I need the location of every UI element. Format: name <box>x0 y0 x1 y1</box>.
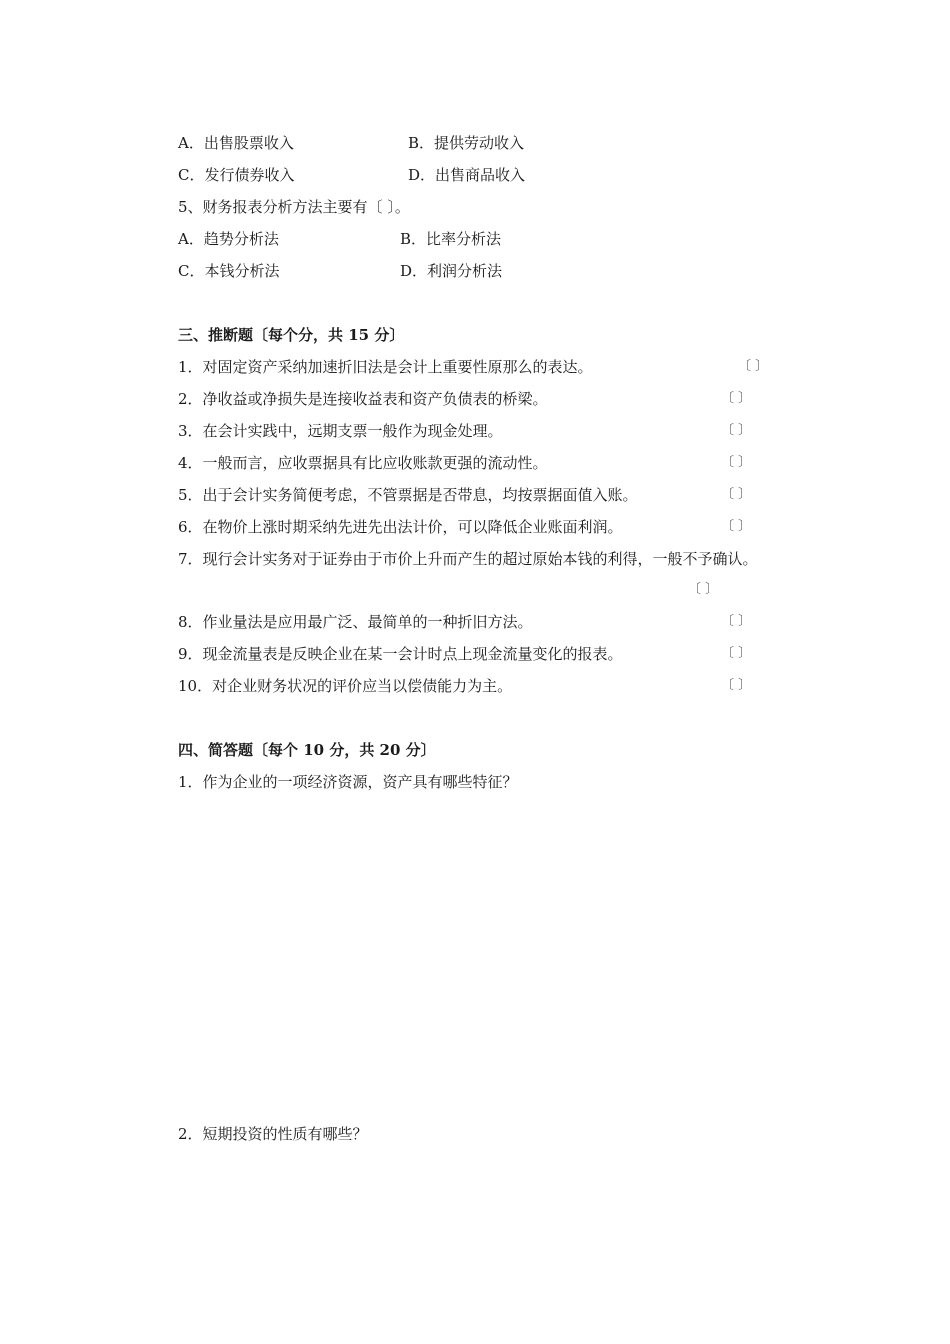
judge-item-4: 4．一般而言，应收票据具有比应收账款更强的流动性。 <box>178 454 548 472</box>
judge-answer-4: 〔 〕 <box>721 455 752 470</box>
q4-option-a: A．出售股票收入 <box>178 134 294 152</box>
judge-item-9: 9．现金流量表是反映企业在某一会计时点上现金流量变化的报表。 <box>178 645 623 663</box>
judge-answer-3: 〔 〕 <box>721 423 752 438</box>
judge-answer-8: 〔 〕 <box>721 614 752 629</box>
judge-item-3: 3．在会计实践中，远期支票一般作为现金处理。 <box>178 422 503 440</box>
judge-answer-7: 〔 〕 <box>688 582 719 597</box>
short-heading: 四、简答题〔每个 10 分，共 20 分〕 <box>178 741 436 759</box>
judge-answer-9: 〔 〕 <box>721 646 752 661</box>
judge-answer-6: 〔 〕 <box>721 519 752 534</box>
q5-stem: 5、财务报表分析方法主要有〔 〕。 <box>178 198 410 216</box>
q4-option-d: D．出售商品收入 <box>408 166 526 184</box>
q5-option-c: C．本钱分析法 <box>178 262 280 280</box>
judge-answer-2: 〔 〕 <box>721 391 752 406</box>
judge-heading: 三、推断题〔每个分，共 15 分〕 <box>178 326 405 344</box>
q4-option-c: C．发行债券收入 <box>178 166 295 184</box>
judge-answer-10: 〔 〕 <box>721 678 752 693</box>
judge-item-1: 1．对固定资产采纳加速折旧法是会计上重要性原那么的表达。 <box>178 358 593 376</box>
judge-item-2: 2．净收益或净损失是连接收益表和资产负债表的桥梁。 <box>178 390 548 408</box>
short-question-2: 2．短期投资的性质有哪些？ <box>178 1125 368 1143</box>
judge-item-10: 10．对企业财务状况的评价应当以偿债能力为主。 <box>178 677 513 695</box>
q5-option-b: B．比率分析法 <box>400 230 502 248</box>
judge-item-8: 8．作业量法是应用最广泛、最简单的一种折旧方法。 <box>178 613 533 631</box>
short-question-1: 1．作为企业的一项经济资源，资产具有哪些特征？ <box>178 773 518 791</box>
judge-item-7: 7．现行会计实务对于证券由于市价上升而产生的超过原始本钱的利得，一般不予确认。 <box>178 550 758 568</box>
q5-option-a: A．趋势分析法 <box>178 230 279 248</box>
judge-item-6: 6．在物价上涨时期采纳先进先出法计价，可以降低企业账面利润。 <box>178 518 623 536</box>
judge-item-5: 5．出于会计实务简便考虑，不管票据是否带息，均按票据面值入账。 <box>178 486 638 504</box>
judge-answer-1: 〔 〕 <box>738 359 769 374</box>
q5-option-d: D．利润分析法 <box>400 262 503 280</box>
judge-answer-5: 〔 〕 <box>721 487 752 502</box>
q4-option-b: B．提供劳动收入 <box>408 134 525 152</box>
